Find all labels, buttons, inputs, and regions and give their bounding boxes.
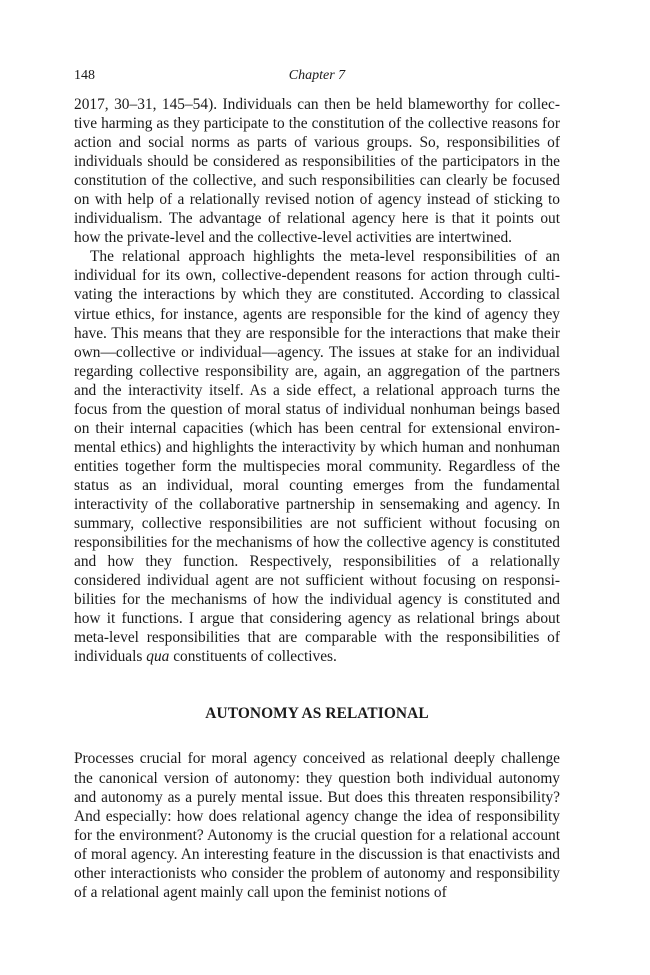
- page-number: 148: [74, 68, 95, 83]
- running-head: [74, 64, 560, 86]
- section-heading: AUTONOMY AS RELATIONAL: [205, 705, 429, 723]
- paragraph-1: 2017, 30–31, 145–54). Individuals can then be held blameworthy for collective harming as they participate to the constitution of the collective reasons for action and social norms as parts of various groups. So, responsibilities of individuals should be considered as responsibilities of the participators in the constitution of the collective, and such responsibilities can clearly be focused on with help of a relationally revised notion of agency instead of sticking to individualism. The advantage of relational agency here is that it points out how the private-level and the collective-level activities are intertwined.: [74, 96, 560, 247]
- book-page: [74, 64, 560, 902]
- paragraph-2: [74, 247, 560, 666]
- paragraph-3: Processes crucial for moral agency conceived as relational deeply challenge the canonical version of autonomy: they question both individual autonomy and autonomy as a purely mental issue. But does this threaten responsibility? And especially: how does relational agency change the idea of responsibility for the environment? Autonomy is the crucial question for a relational account of moral agency. An interesting feature in the discussion is that enactivists and other interactionists who consider the problem of autonomy and responsibility of a relational agent mainly call upon the feminist notions of: [74, 750, 560, 901]
- chapter-title: Chapter 7: [288, 68, 346, 83]
- body-text: [74, 95, 560, 902]
- paragraph-2-italic: qua: [146, 648, 170, 666]
- paragraph-2-text: The relational approach highlights the meta-level responsibilities of an individual for its own, collective-dependent reasons for action through cultivating the interactions by which they are constituted. According to classical virtue ethics, for instance, agents are responsible for the kind of agency they have. This means that they are responsible for the interactions that make their own—collective or individual—agency. The issues at stake for an individual regarding collective responsibility are, again, an aggregation of the partners and the interactivity itself. As a side effect, a relational approach turns the focus from the question of moral status of individual nonhuman beings based on their internal capacities (which has been central for extensional environmental ethics) and highlights the interactivity by which human and nonhuman entities together form the multispecies moral community. Regardless of the status as an individual, moral counting emerges from the fundamental interactivity of the collaborative partnership in sensemaking and agency. In summary, collective responsibilities are not sufficient without focusing on responsibilities for the mechanisms of how the collective agency is constituted and how they function. Respectively, responsibilities of a relationally considered individual agent are not sufficient without focusing on responsibilities for the mechanisms of how the individual agency is constituted and how it functions. I argue that considering agency as relational brings about meta-level responsibilities that are comparable with the responsibilities of individuals: [74, 248, 560, 666]
- paragraph-2-end: constituents of collectives.: [169, 648, 337, 666]
